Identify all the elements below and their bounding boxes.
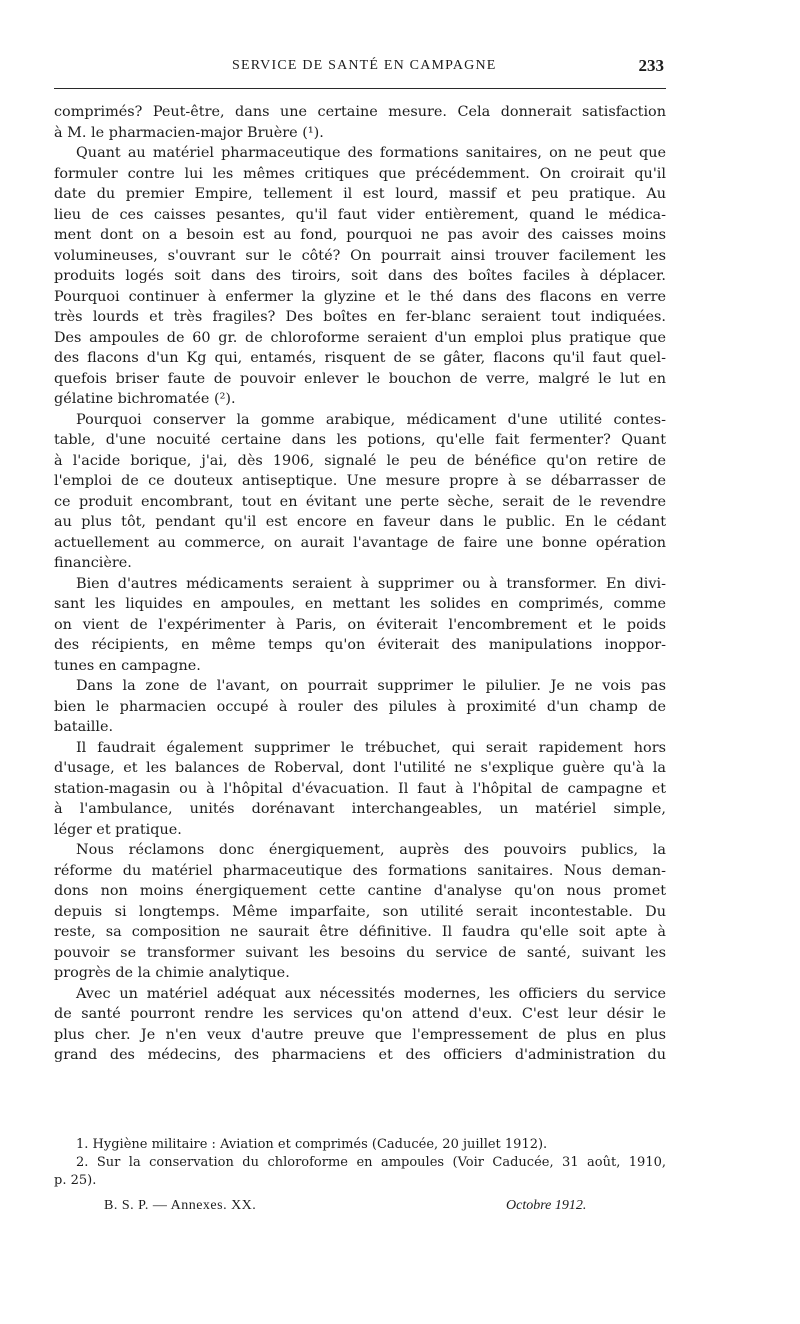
text-line: Il faudrait également supprimer le trébuchet, qui serait rapidement hors [76,739,666,756]
text-line: tunes en campagne. [54,657,201,674]
text-line: Avec un matériel adéquat aux nécessités modernes, les officiers du service [76,985,666,1002]
text-line: d'usage, et les balances de Roberval, dont l'utilité ne s'explique guère qu'à la [54,760,666,776]
text-line: Dans la zone de l'avant, on pourrait supprimer le pilulier. Je ne vois pas [76,678,666,694]
text-line: des flacons d'un Kg qui, entamés, risquent de se gâter, flacons qu'il faut quel- [54,350,666,366]
text-line: Pourquoi conserver la gomme arabique, médicament d'une utilité contes- [76,411,666,428]
text-line: l'emploi de ce douteux antiseptique. Une mesure propre à se débarrasser de [54,473,666,489]
text-line: ment dont on a besoin est au fond, pourquoi ne pas avoir des caisses moins [54,227,666,243]
text-line: léger et pratique. [54,821,182,838]
footnote-line: 1. Hygiène militaire : Aviation et comprimés (Caducée, 20 juillet 1912). [76,1137,548,1152]
text-line: plus cher. Je n'en veux d'autre preuve que l'empressement de plus en plus [54,1026,666,1043]
text-line: Pourquoi continuer à enfermer la glyzine et le thé dans des flacons en verre [54,288,666,305]
text-line: produits logés soit dans des tiroirs, soit dans des boîtes faciles à déplacer. [54,268,666,284]
text-line: gélatine bichromatée (²). [54,391,236,407]
text-line: quefois briser faute de pouvoir enlever le bouchon de verre, malgré le lut en [54,370,666,387]
text-line: des récipients, en même temps qu'on éviterait des manipulations inoppor- [54,637,666,653]
footnotes [54,1136,666,1190]
text-line: bataille. [54,719,114,735]
text-line: reste, sa composition ne saurait être définitive. Il faudra qu'elle soit apte à [54,924,666,940]
text-line: Quant au matériel pharmaceutique des formations sanitaires, on ne peut que [76,145,666,161]
text-line: table, d'une nocuité certaine dans les potions, qu'elle fait fermenter? Quant [54,432,666,448]
footer-signature: B. S. P. — Annexes. XX. [104,1198,257,1213]
text-line: on vient de l'expérimenter à Paris, on éviterait l'encombrement et le poids [54,616,666,633]
page-number: 233 [638,56,664,75]
text-line: à l'acide borique, j'ai, dès 1906, signalé le peu de bénéfice qu'on retire de [54,452,666,469]
body-text [54,102,666,1066]
footnote-line: p. 25). [54,1173,97,1188]
text-line: très lourds et très fragiles? Des boîtes en fer-blanc seraient tout indiquées. [54,309,666,325]
page-footer [54,1198,666,1220]
text-line: formuler contre lui les mêmes critiques que précédemment. On croirait qu'il [54,165,666,182]
text-line: actuellement au commerce, on aurait l'avantage de faire une bonne opération [54,534,666,551]
footer-date [506,1198,586,1214]
text-line: volumineuses, s'ouvrant sur le côté? On pourrait ainsi trouver facilement les [54,247,666,264]
text-line: date du premier Empire, tellement il est lourd, massif et peu pratique. Au [54,186,666,202]
running-title: SERVICE DE SANTÉ EN CAMPAGNE [232,58,497,73]
text-line: grand des médecins, des pharmaciens et des officiers d'administration du [54,1047,666,1063]
text-line: à M. le pharmacien-major Bruère (¹). [54,124,324,141]
text-line: progrès de la chimie analytique. [54,965,290,981]
text-line: dons non moins énergiquement cette cantine d'analyse qu'on nous promet [54,883,666,899]
text-line: comprimés? Peut-être, dans une certaine mesure. Cela donnerait satisfaction [54,104,666,120]
page-header [54,56,664,82]
text-line: Nous réclamons donc énergiquement, auprès des pouvoirs publics, la [76,842,666,858]
footer-date-text: Octobre 1912. [506,1198,587,1213]
text-line: de santé pourront rendre les services qu'on attend d'eux. C'est leur désir le [54,1006,666,1022]
text-line: ce produit encombrant, tout en évitant une perte sèche, serait de le revendre [54,493,666,510]
text-line: lieu de ces caisses pesantes, qu'il faut vider entièrement, quand le médica- [54,206,666,223]
text-line: bien le pharmacien occupé à rouler des pilules à proximité d'un champ de [54,698,666,715]
header-rule [54,88,666,89]
text-line: Bien d'autres médicaments seraient à supprimer ou à transformer. En divi- [76,575,666,592]
text-line: à l'ambulance, unités dorénavant interchangeables, un matériel simple, [54,801,666,817]
text-line: depuis si longtemps. Même imparfaite, son utilité serait incontestable. Du [54,903,666,920]
footnote-line: 2. Sur la conservation du chloroforme en ampoules (Voir Caducée, 31 août, 1910, [76,1155,666,1170]
text-line: financière. [54,555,132,571]
text-line: station-magasin ou à l'hôpital d'évacuation. Il faut à l'hôpital de campagne et [54,780,666,797]
text-line: réforme du matériel pharmaceutique des formations sanitaires. Nous deman- [54,862,666,879]
text-line: pouvoir se transformer suivant les besoins du service de santé, suivant les [54,944,666,961]
text-line: au plus tôt, pendant qu'il est encore en faveur dans le public. En le cédant [54,514,666,530]
text-line: Des ampoules de 60 gr. de chloroforme seraient d'un emploi plus pratique que [54,329,666,346]
text-line: sant les liquides en ampoules, en mettant les solides en comprimés, comme [54,596,666,612]
